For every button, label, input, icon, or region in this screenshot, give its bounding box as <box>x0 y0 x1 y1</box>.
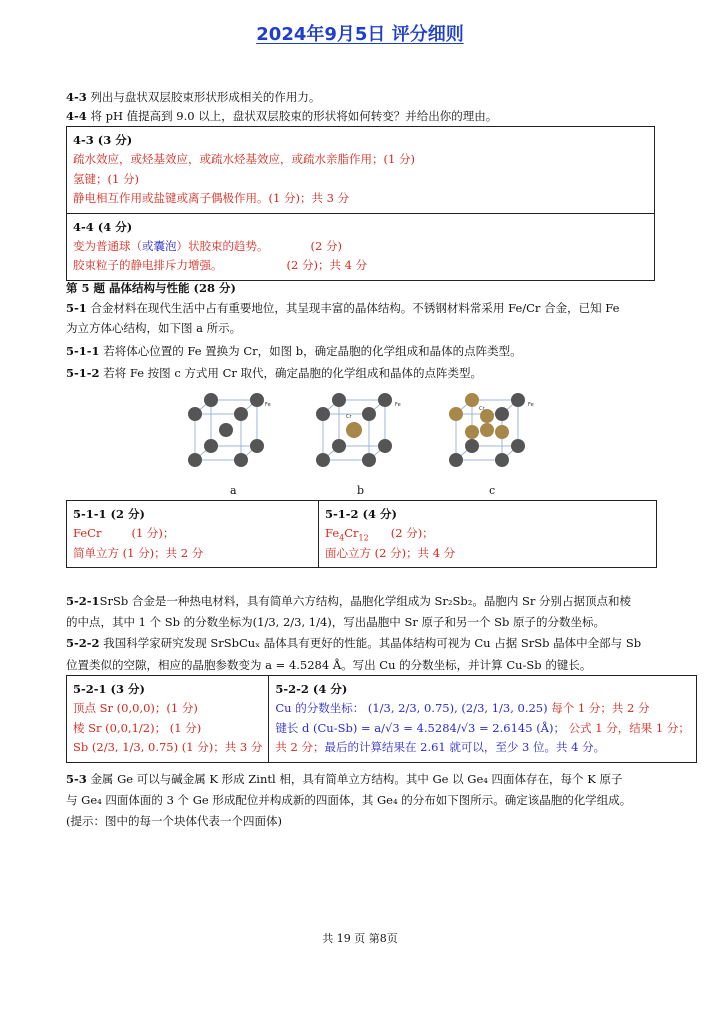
p51-line: 为立方体心结构，如下图 a 所示。 <box>66 321 242 335</box>
p521-line: 5-2-1SrSb 合金是一种热电材料，具有简单六方结构，晶胞化学组成为 Sr₂Sb₂。晶胞内 Sr 分别占据顶点和棱 <box>66 594 632 608</box>
cr-label: Cr <box>479 406 485 412</box>
answer-5-2-1-line: Sb (2/3, 1/3, 0.75) (1 分)；共 3 分 <box>73 740 263 754</box>
answer-5-1-2-line: 面心立方 (2 分)；共 4 分 <box>325 545 456 560</box>
answer-4-3-line: 静电相互作用或盐键或离子偶极作用。(1 分)；共 3 分 <box>73 191 350 205</box>
p511-line: 5-1-1 若将体心位置的 Fe 置换为 Cr，如图 b，确定晶胞的化学组成和晶体的点阵类型。 <box>66 344 522 358</box>
crystal-cell-c <box>446 390 541 472</box>
answer-5-1-1-line: FeCr (1 分)； <box>73 526 175 540</box>
answer-5-2-2-header: 5-2-2 (4 分) <box>275 682 348 696</box>
answer-box-4 <box>66 126 655 281</box>
answer-4-4-line: 胶束粒子的静电排斥力增强。 (2 分)；共 4 分 <box>73 258 368 272</box>
answer-5-2-1-line: 顶点 Sr (0,0,0)；(1 分) <box>73 701 198 715</box>
answer-4-4-header: 4-4 (4 分) <box>73 219 133 234</box>
answer-box-5-2 <box>66 675 697 763</box>
p512-line: 5-1-2 若将 Fe 按图 c 方式用 Cr 取代，确定晶胞的化学组成和晶体的点阵类型。 <box>66 366 483 380</box>
crystal-cell-a <box>185 390 275 472</box>
fe-label: Fe <box>395 402 401 408</box>
answer-5-1-2-line: $Fe_4Cr_{12}$ (2 分)； <box>325 526 434 543</box>
crystal-cell-b <box>313 390 408 472</box>
page-footer: 共 19 页 第8页 <box>322 932 398 945</box>
answer-5-2-2-line: Cu 的分数坐标： (1/3, 2/3, 0.75), (2/3, 1/3, 0.25) 每个 1 分；共 2 分 <box>275 701 650 715</box>
figure-label-a: a <box>230 484 237 497</box>
answer-4-4-line: 变为普通球（或囊泡）状胶束的趋势。 (2 分) <box>73 238 342 253</box>
answer-4-3-line: 疏水效应，或烃基效应，或疏水烃基效应，或疏水亲脂作用；(1 分) <box>73 152 415 166</box>
figure-label-c: c <box>489 484 496 497</box>
answer-5-1-2-header: 5-1-2 (4 分) <box>325 507 397 521</box>
answer-5-1-1-line: 简单立方 (1 分)；共 2 分 <box>73 545 204 560</box>
p522-line: 位置类似的空隙，相应的晶胞参数变为 a = 4.5284 Å。写出 Cu 的分数坐标，并计算 Cu-Sb 的键长。 <box>66 658 592 672</box>
answer-box-5-1 <box>66 500 657 568</box>
answer-4-3-header: 4-3 (3 分) <box>73 133 133 147</box>
answer-4-3-line: 氢键；(1 分) <box>73 171 139 186</box>
section-5-heading: 第 5 题 晶体结构与性能 (28 分) <box>66 281 236 295</box>
answer-5-2-2-line: 共 2 分；最后的计算结果在 2.61 就可以，至少 3 位。共 4 分。 <box>275 740 606 754</box>
p53-line: (提示：图中的每一个块体代表一个四面体) <box>66 814 282 828</box>
fe-label: Fe <box>265 402 271 408</box>
p522-line: 5-2-2 我国科学家研究发现 SrSbCuₓ 晶体具有更好的性能。其晶体结构可视为 Cu 占据 SrSb 晶体中全部与 Sb <box>66 636 642 650</box>
fe-label: Fe <box>528 402 534 408</box>
p521-line: 的中点，其中 1 个 Sb 的分数坐标为(1/3, 2/3, 1/4)，写出晶胞中 Sr 原子和另一个 Sb 原子的分数坐标。 <box>66 615 606 629</box>
answer-5-2-1-line: 棱 Sr (0,0,1/2)； (1 分) <box>73 720 202 735</box>
q4-4-prompt: 4-4 将 pH 值提高到 9.0 以上，盘状双层胶束的形状将如何转变？并给出你的理由。 <box>66 109 498 123</box>
q4-3-prompt: 4-3 列出与盘状双层胶束形状形成相关的作用力。 <box>66 90 321 104</box>
page-title: 2024年9月5日 评分细则 <box>256 24 464 45</box>
p53-line: 与 Ge₄ 四面体面的 3 个 Ge 形成配位并构成新的四面体，其 Ge₄ 的分布如下图所示。确定该晶胞的化学组成。 <box>66 793 632 807</box>
p53-line: 5-3 金属 Ge 可以与碱金属 K 形成 Zintl 相，具有简单立方结构。其中 Ge 以 Ge₄ 四面体存在，每个 K 原子 <box>66 772 623 786</box>
answer-5-2-1-header: 5-2-1 (3 分) <box>73 682 145 696</box>
answer-5-2-2-line: 键长 d (Cu-Sb) = a/√3 = 4.5284/√3 = 2.6145 (Å)； 公式 1 分，结果 1 分； <box>275 720 690 735</box>
p51-line: 5-1 合金材料在现代生活中占有重要地位，其呈现丰富的晶体结构。不锈钢材料常采用 Fe/Cr 合金，已知 Fe <box>66 301 620 315</box>
figure-label-b: b <box>357 484 365 497</box>
answer-5-1-1-header: 5-1-1 (2 分) <box>73 507 145 521</box>
cr-label: Cr <box>346 414 352 420</box>
